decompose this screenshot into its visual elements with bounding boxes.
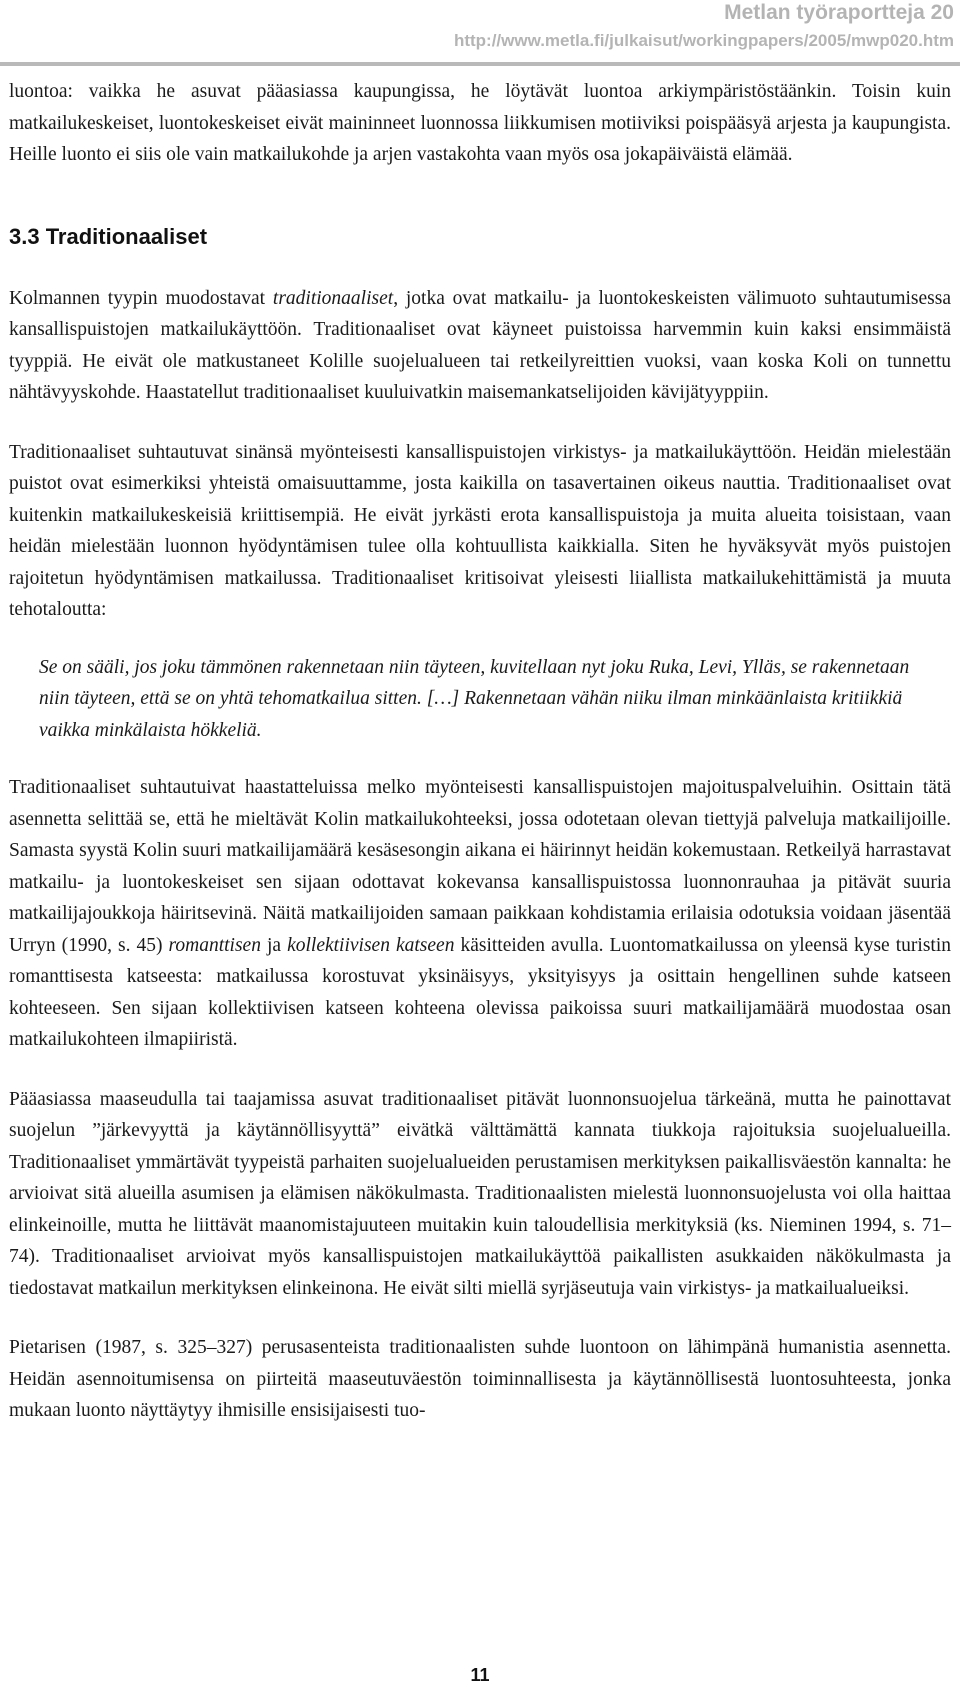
paragraph-3-text-b: ja	[260, 934, 288, 956]
paragraph-1-text-b: , jotka ovat matkailu- ja luontokeskeisten välimuoto suhtautumisessa kansallispuistojen matkailukäyttöön. Traditionaaliset ovat käyneet puistoissa harvemmin kuin kaksi ensimmäistä tyyppiä. He eivät ole matkustaneet Kolille suojelualueen tai retkeilyreittien vuoksi, vaan koska Koli on tunnettu nähtävyyskohde. Haastatellut traditionaaliset kuuluivatkin maisemankatselijoiden kävijätyyppiin.	[9, 287, 952, 403]
paragraph-1	[9, 283, 951, 409]
paragraph-3-text-c: käsitteiden avulla. Luontomatkailussa on yleensä kyse turistin romanttisesta katseesta: matkailussa korostuvat yksinäisyys, yksityisyys ja osittain hengellinen suhde katseen kohteeseen. Sen sijaan kollektiivisen katseen kohteena olevissa paikoissa suuri matkailijamäärä muodostaa osan matkailukohteen ilmapiiristä.	[9, 934, 951, 1050]
intro-paragraph: luontoa: vaikka he asuvat pääasiassa kaupungissa, he löytävät luontoa arkiympäristöstäänkin. Toisin kuin matkailukeskeiset, luontokeskeiset eivät maininneet luonnossa liikkumisen motiiviksi poispääsyä arjesta ja kaupungista. Heille luonto ei siis ole vain matkailukohde ja arjen vastakohta vaan myös osa jokapäiväistä elämää.	[9, 81, 951, 165]
paragraph-3	[9, 772, 951, 1056]
paragraph-3-term-2: kollektiivisen katseen	[287, 934, 455, 956]
header-rule	[0, 62, 960, 66]
section-heading: 3.3 Traditionaaliset	[9, 223, 208, 249]
source-url[interactable]: http://www.metla.fi/julkaisut/workingpapers/2005/mwp020.htm	[453, 31, 954, 50]
paragraph-3-term-1: romanttisen	[168, 934, 261, 956]
page-header	[454, 0, 954, 52]
interview-quote: Se on sääli, jos joku tämmönen rakennetaan niin täyteen, kuvitellaan nyt joku Ruka, Levi, Ylläs, se rakennetaan niin täyteen, että se on yhtä tehomatkailua sitten. […] Rakennetaan vähän niiku ilman minkäänlaista kritiikkiä vaikka minkälaista hökkeliä.	[39, 656, 910, 741]
paragraph-4: Pääasiassa maaseudulla tai taajamissa asuvat traditionaaliset pitävät luonnonsuojelua tärkeänä, mutta he painottavat suojelun ”järkevyyttä ja käytännöllisyyttä” eivätkä välttämättä kannata tiukkoja rajoituksia suojelualueilla. Traditionaaliset ymmärtävät tyypeistä parhaiten suojelualueiden perustamisen merkityksen paikallisväestön kannalta: he arvioivat sitä alueilla asumisen ja elämisen näkökulmasta. Traditionaalisten mielestä luonnonsuojelusta voi olla haittaa elinkeinoille, mutta he liittävät maanomistajuuteen muitakin kuin taloudellisia merkityksiä (ks. Nieminen 1994, s. 71–74). Traditionaaliset arvioivat myös kansallispuistojen matkailukäyttöä paikallisten asukkaiden näkökulmasta ja tiedostavat matkailun merkityksen elinkeinona. He eivät silti miellä syrjäseutuja vain virkistys- ja matkailualueiksi.	[9, 1088, 951, 1299]
document-body	[9, 76, 951, 1427]
series-title: Metlan työraportteja 20	[724, 1, 954, 24]
paragraph-5: Pietarisen (1987, s. 325–327) perusasenteista traditionaalisten suhde luontoon on lähimpänä humanistia asennetta. Heidän asennoitumisensa on piirteitä maaseutuväestön toiminnallisesta ja käytännöllisestä luontosuhteesta, jonka mukaan luonto näyttäytyy ihmisille ensisijaisesti tuo-	[9, 1337, 951, 1421]
paragraph-1-text-a: Kolmannen tyypin muodostavat	[9, 287, 273, 309]
paragraph-1-term: traditionaaliset	[272, 287, 394, 309]
page-number: 11	[470, 1665, 490, 1685]
paragraph-2: Traditionaaliset suhtautuvat sinänsä myönteisesti kansallispuistojen virkistys- ja matkailukäyttöön. Heidän mielestään puistot ovat esimerkiksi yhteistä omaisuuttamme, josta kaikilla on tasavertainen oikeus nauttia. Traditionaaliset ovat kuitenkin matkailukeskeisiä kriittisempiä. He eivät jyrkästi erota kansallispuistoja ja muita alueita toisistaan, vaan heidän mielestään luonnon hyödyntämisen tulee olla kohtuullista kaikkialla. Siten he hyväksyvät myös puistojen rajoitetun hyödyntämisen matkailussa. Traditionaaliset kritisoivat yleisesti liiallista matkailukehittämistä ja muuta tehotaloutta:	[9, 441, 951, 620]
paragraph-3-text-a: Traditionaaliset suhtautuivat haastatteluissa melko myönteisesti kansallispuistojen majoituspalveluihin. Osittain tätä asennetta selittää se, että he mieltävät Kolin matkailukohteeksi, jossa odotetaan olevan tiettyjä palveluja matkailijoille. Samasta syystä Kolin suuri matkailijamäärä kesäsesongin aikana ei häirinnyt heidän kokemustaan. Retkeilyä harrastavat matkailu- ja luontokeskeiset sen sijaan odottavat kokevansa kansallispuistossa luonnonrauhaa ja pitävät suuria matkailijajoukkoja häiritsevinä. Näitä matkailijoiden samaan paikkaan kohdistamia erilaisia odotuksia voidaan jäsentää Urryn (1990, s. 45)	[9, 777, 951, 956]
